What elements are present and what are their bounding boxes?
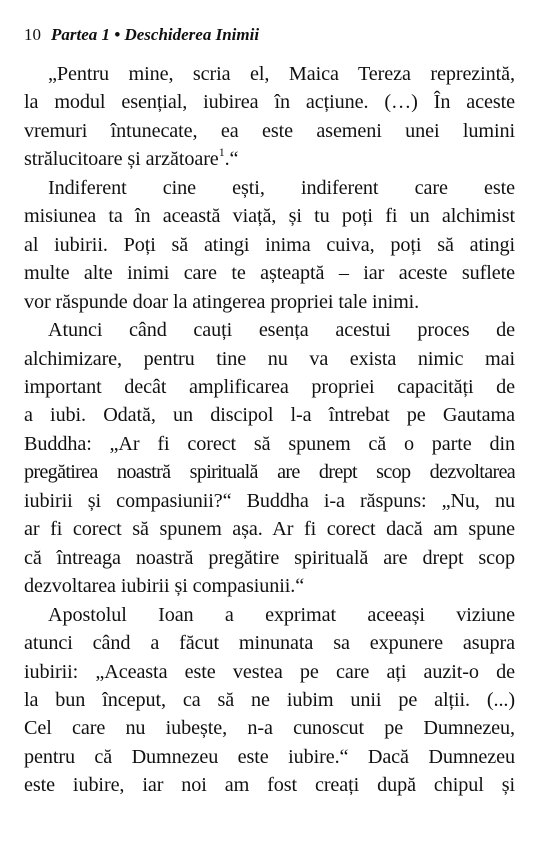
- text-line: iubirii: „Aceasta este vestea pe care ați auzit-o de: [24, 660, 515, 683]
- text-fragment: strălucitoare și arzătoare: [24, 148, 219, 171]
- book-page: [24, 24, 515, 800]
- running-header: [24, 24, 515, 46]
- paragraph-1: [24, 60, 515, 174]
- page-number: 10: [24, 25, 41, 44]
- paragraph-3: [24, 316, 515, 601]
- text-line-with-footnote: [24, 145, 515, 173]
- text-line: Indiferent cine ești, indiferent care este: [48, 176, 515, 199]
- text-line: important decât amplificarea propriei capacități de: [24, 375, 515, 398]
- text-line: Buddha: „Ar fi corect să spunem că o parte din: [24, 432, 515, 455]
- text-line: că întreaga noastră pregătire spirituală are drept scop: [24, 546, 515, 569]
- text-line: atunci când a făcut minunata sa expunere asupra: [24, 632, 515, 655]
- closing-punctuation: .“: [224, 148, 239, 171]
- text-line: la bun început, ca să ne iubim unii pe alții. (...): [24, 688, 515, 711]
- text-line: „Pentru mine, scria el, Maica Tereza reprezintă,: [48, 63, 515, 85]
- running-title: Partea 1 • Deschiderea Inimii: [51, 25, 260, 44]
- text-line: la modul esențial, iubirea în acțiune. (…) În aceste: [24, 91, 515, 114]
- text-line: pentru că Dumnezeu este iubire.“ Dacă Dumnezeu: [24, 745, 515, 768]
- text-line: a iubi. Odată, un discipol l-a întrebat pe Gautama: [24, 404, 515, 427]
- text-line: alchimizare, pentru tine nu va exista nimic mai: [24, 347, 515, 370]
- text-line: vremuri întunecate, ea este asemeni unei lumini: [24, 119, 515, 142]
- paragraph-4: [24, 601, 515, 800]
- text-line: ar fi corect să spunem așa. Ar fi corect dacă am spune: [24, 518, 515, 541]
- text-line: dezvoltarea iubirii și compasiunii.“: [24, 575, 305, 598]
- text-line: vor răspunde doar la atingerea propriei tale inimi.: [24, 290, 420, 313]
- text-line: este iubire, iar noi am fost creați după chipul și: [24, 774, 515, 797]
- text-line: Apostolul Ioan a exprimat aceeași viziune: [48, 603, 515, 626]
- paragraph-2: [24, 174, 515, 316]
- body-text: [24, 60, 515, 800]
- text-line: misiunea ta în această viață, și tu poți fi un alchimist: [24, 205, 515, 228]
- text-line: iubirii și compasiunii?“ Buddha i-a răspuns: „Nu, nu: [24, 489, 515, 512]
- text-line: Atunci când cauți esența acestui proces de: [48, 319, 515, 342]
- text-line: multe alte inimi care te așteaptă – iar aceste suflete: [24, 262, 515, 285]
- text-line: al iubirii. Poți să atingi inima cuiva, poți să atingi: [24, 233, 515, 256]
- footnote-mark: 1: [218, 145, 225, 159]
- text-line: pregătirea noastră spirituală are drept scop dezvoltarea: [24, 461, 515, 484]
- text-line: Cel care nu iubește, n-a cunoscut pe Dumnezeu,: [24, 717, 515, 740]
